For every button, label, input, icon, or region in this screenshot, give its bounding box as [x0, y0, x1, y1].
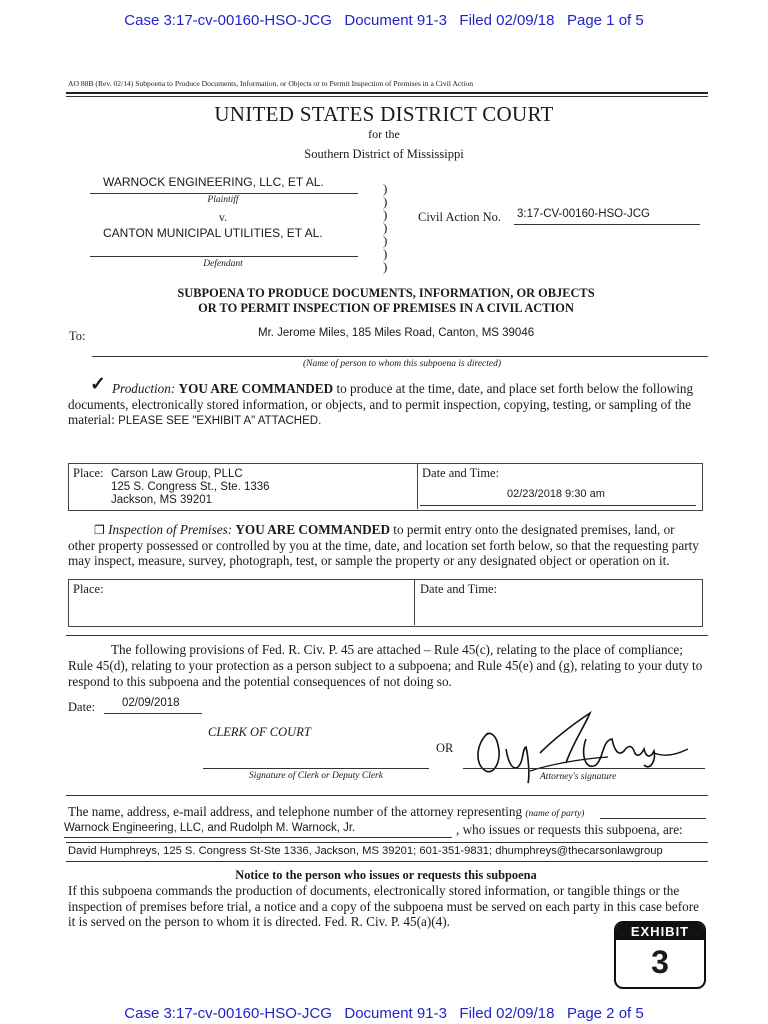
material-label: material:: [68, 412, 115, 427]
notice-line-3: it is served on the person to whom it is directed. Fed. R. Civ. P. 45(a)(4).: [68, 914, 450, 929]
attorney-signature-line: [463, 768, 705, 769]
inspection-datetime-label: Date and Time:: [420, 582, 498, 596]
inspection-box-divider: [414, 579, 415, 625]
inspection-commanded: YOU ARE COMMANDED: [235, 522, 390, 537]
plaintiff-line: [90, 193, 358, 194]
production-line-3: [68, 412, 321, 430]
inspection-checkbox-icon: ❒: [94, 523, 105, 537]
production-checkmark-icon: ✓: [90, 374, 106, 395]
provisions-line-2: Rule 45(d), relating to your protection as a person subject to a subpoena; and Rule 45(e) and (g), relating to your duty to: [68, 658, 703, 673]
filing-footer-stamp: Case 3:17-cv-00160-HSO-JCG Document 91-3 Filed 02/09/18 Page 2 of 5: [124, 1005, 644, 1022]
defendant-line: [90, 256, 358, 257]
plaintiff-label: Plaintiff: [207, 195, 239, 205]
defendant-label: Defendant: [203, 259, 243, 269]
attorney-section-rule: [66, 795, 708, 796]
form-id: AO 88B (Rev. 02/14) Subpoena to Produce Documents, Information, or Objects or to Permit Inspection of Premises in a Civil Action: [68, 79, 474, 88]
to-label: To:: [69, 329, 86, 343]
production-datetime-line: [420, 505, 696, 506]
party-name: Warnock Engineering, LLC, and Rudolph M. Warnock, Jr.: [64, 822, 356, 834]
attorney-contact-top-line: [66, 842, 708, 843]
notice-line-1: If this subpoena commands the production of documents, electronically stored information, or tangible things or the: [68, 883, 680, 898]
clerk-signature-line: [203, 768, 429, 769]
civil-action-number: 3:17-CV-00160-HSO-JCG: [517, 208, 650, 220]
inspection-line-3: may inspect, measure, survey, photograph, test, or sample the property or any designated object or operation on it.: [68, 553, 670, 568]
attorney-intro: The name, address, e-mail address, and telephone number of the attorney representing: [68, 804, 523, 819]
inspection-line-1-rest: to permit entry onto the designated premises, land, or: [393, 522, 675, 537]
attorney-contact-line: [66, 861, 708, 862]
top-rule: [66, 92, 708, 94]
production-line-1: [112, 381, 693, 397]
place-line-1: Carson Law Group, PLLC: [111, 468, 243, 480]
attorney-signature-caption: Attorney's signature: [540, 772, 617, 782]
production-label: Production:: [112, 381, 176, 396]
clerk-signature-caption: Signature of Clerk or Deputy Clerk: [249, 771, 383, 781]
or-label: OR: [436, 741, 454, 755]
recipient-caption: (Name of person to whom this subpoena is directed): [302, 359, 502, 369]
production-datetime-value: 02/23/2018 9:30 am: [507, 488, 605, 500]
inspection-line-1: [94, 522, 675, 539]
place-line-3: Jackson, MS 39201: [111, 494, 213, 506]
recipient-line: [92, 356, 708, 357]
section-rule: [66, 635, 708, 636]
material-value: PLEASE SEE "EXHIBIT A" ATTACHED.: [118, 415, 322, 427]
production-box-divider: [417, 463, 418, 509]
court-title: UNITED STATES DISTRICT COURT: [214, 102, 554, 126]
caption-bracket: ) ) ) ) ) ) ): [383, 181, 388, 274]
defendant-name: CANTON MUNICIPAL UTILITIES, ET AL.: [103, 226, 323, 240]
for-the: for the: [368, 127, 400, 141]
place-line-2: 125 S. Congress St., Ste. 1336: [111, 481, 270, 493]
party-name-line-a: [600, 818, 706, 819]
party-name-line-b: [64, 837, 452, 838]
inspection-place-label: Place:: [73, 582, 104, 596]
subpoena-heading-1: SUBPOENA TO PRODUCE DOCUMENTS, INFORMATION, OR OBJECTS: [177, 286, 595, 300]
production-place-label: Place:: [73, 466, 104, 480]
versus: v.: [218, 210, 228, 224]
production-datetime-label: Date and Time:: [422, 466, 500, 480]
exhibit-sticker: [614, 921, 706, 989]
attorney-intro-party-label: (name of party): [525, 809, 585, 819]
date-value: 02/09/2018: [122, 697, 180, 709]
top-rule-thin: [66, 96, 708, 97]
attorney-intro-line: [68, 804, 584, 823]
civil-action-label: Civil Action No.: [418, 210, 501, 224]
inspection-line-2: other property possessed or controlled by you at the time, date, and location set forth below, so that the requesting party: [68, 538, 699, 553]
notice-title: Notice to the person who issues or requests this subpoena: [235, 868, 537, 882]
notice-line-2: inspection of premises before trial, a notice and a copy of the subpoena must be served on each party in this case before: [68, 899, 699, 914]
subpoena-heading-2: OR TO PERMIT INSPECTION OF PREMISES IN A CIVIL ACTION: [198, 301, 574, 315]
exhibit-label: EXHIBIT: [616, 923, 704, 940]
production-line-2: documents, electronically stored information, or objects, and to permit inspection, copying, testing, or sampling of the: [68, 397, 691, 412]
date-line: [104, 713, 202, 714]
plaintiff-name: WARNOCK ENGINEERING, LLC, ET AL.: [103, 175, 324, 189]
attorney-contact: David Humphreys, 125 S. Congress St-Ste 1336, Jackson, MS 39201; 601-351-9831; dhumphreys@thecarsonlawgroup: [68, 845, 663, 857]
party-name-rest: , who issues or requests this subpoena, are:: [456, 822, 683, 837]
provisions-line-3: respond to this subpoena and the potential consequences of not doing so.: [68, 674, 452, 689]
inspection-place-box: [68, 579, 703, 627]
clerk-of-court: CLERK OF COURT: [208, 725, 311, 739]
production-commanded: YOU ARE COMMANDED: [178, 381, 334, 396]
inspection-label: Inspection of Premises:: [108, 522, 233, 537]
filing-header-stamp: Case 3:17-cv-00160-HSO-JCG Document 91-3 Filed 02/09/18 Page 1 of 5: [124, 12, 644, 29]
civil-action-line: [514, 224, 700, 225]
production-line-1-rest: to produce at the time, date, and place set forth below the following: [336, 381, 694, 396]
production-place-value: [111, 468, 270, 507]
date-label: Date:: [68, 700, 96, 714]
recipient: Mr. Jerome Miles, 185 Miles Road, Canton, MS 39046: [258, 327, 535, 339]
provisions-line-1: The following provisions of Fed. R. Civ. P. 45 are attached – Rule 45(c), relating to the place of compliance;: [111, 642, 683, 657]
district-name: Southern District of Mississippi: [304, 147, 464, 161]
exhibit-number: 3: [651, 944, 669, 980]
